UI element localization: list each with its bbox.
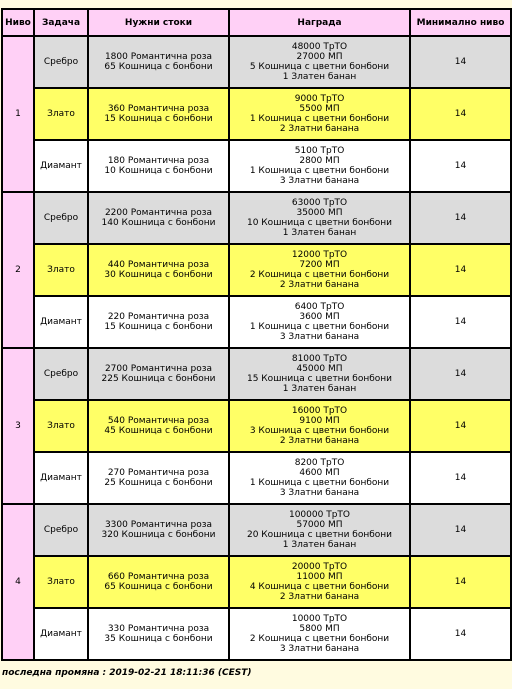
level-cell: 2	[2, 192, 34, 348]
reward-line: 20000 ТрТО	[291, 562, 348, 572]
goods-line: 180 Романтична роза	[107, 156, 210, 166]
goods-cell	[88, 400, 229, 452]
reward-line: 7200 МП	[299, 260, 340, 270]
reward-cell	[229, 556, 410, 608]
reward-cell	[229, 88, 410, 140]
reward-cell	[229, 348, 410, 400]
reward-line: 2 Златни банана	[279, 592, 360, 602]
reward-cell	[229, 400, 410, 452]
table-row	[2, 348, 511, 400]
reward-line: 3 Златни банана	[279, 488, 360, 498]
reward-line: 1 Златен банан	[282, 72, 357, 82]
min-level-cell: 14	[410, 452, 511, 504]
reward-line: 2 Златни банана	[279, 436, 360, 446]
level-cell: 3	[2, 348, 34, 504]
level-cell: 1	[2, 36, 34, 192]
reward-line: 2 Златни банана	[279, 124, 360, 134]
reward-line: 3 Златни банана	[279, 176, 360, 186]
reward-line: 6400 ТрТО	[294, 302, 345, 312]
table-row	[2, 88, 511, 140]
reward-line: 12000 ТрТО	[291, 250, 348, 260]
last-modified-note: последна промяна : 2019-02-21 18:11:36 (CEST)	[2, 668, 252, 678]
reward-line: 1 Златен банан	[282, 540, 357, 550]
reward-line: 1 Кошница с цветни бонбони	[249, 114, 390, 124]
task-cell: Злато	[34, 556, 88, 608]
task-cell: Злато	[34, 400, 88, 452]
goods-line: 440 Романтична роза	[107, 260, 210, 270]
goods-cell	[88, 244, 229, 296]
header-row	[2, 9, 511, 36]
reward-line: 2800 МП	[299, 156, 340, 166]
header-min-level: Минимално ниво	[410, 9, 511, 36]
reward-cell	[229, 296, 410, 348]
table-row	[2, 296, 511, 348]
goods-line: 25 Кошница с бонбони	[104, 478, 213, 488]
reward-cell	[229, 504, 410, 556]
reward-line: 11000 МП	[296, 572, 343, 582]
reward-line: 4 Кошница с цветни бонбони	[249, 582, 390, 592]
table-row	[2, 504, 511, 556]
reward-cell	[229, 36, 410, 88]
reward-line: 3600 МП	[299, 312, 340, 322]
min-level-cell: 14	[410, 244, 511, 296]
reward-line: 63000 ТрТО	[291, 198, 348, 208]
min-level-cell: 14	[410, 608, 511, 660]
reward-line: 2 Златни банана	[279, 280, 360, 290]
reward-line: 2 Кошница с цветни бонбони	[249, 270, 390, 280]
reward-line: 8200 ТрТО	[294, 458, 345, 468]
reward-line: 100000 ТрТО	[288, 510, 350, 520]
goods-line: 2700 Романтична роза	[104, 364, 213, 374]
goods-line: 540 Романтична роза	[107, 416, 210, 426]
reward-line: 20 Кошница с цветни бонбони	[246, 530, 393, 540]
goods-line: 330 Романтична роза	[107, 624, 210, 634]
goods-line: 15 Кошница с бонбони	[104, 114, 213, 124]
table-row	[2, 452, 511, 504]
reward-line: 16000 ТрТО	[291, 406, 348, 416]
goods-line: 1800 Романтична роза	[104, 52, 213, 62]
goods-line: 270 Романтична роза	[107, 468, 210, 478]
table-row	[2, 36, 511, 88]
goods-cell	[88, 296, 229, 348]
goods-line: 360 Романтична роза	[107, 104, 210, 114]
goods-line: 320 Кошница с бонбони	[101, 530, 216, 540]
goods-line: 45 Кошница с бонбони	[104, 426, 213, 436]
reward-line: 4600 МП	[299, 468, 340, 478]
reward-cell	[229, 192, 410, 244]
reward-line: 57000 МП	[296, 520, 343, 530]
min-level-cell: 14	[410, 88, 511, 140]
task-cell: Диамант	[34, 452, 88, 504]
goods-line: 2200 Романтична роза	[104, 208, 213, 218]
goods-line: 660 Романтична роза	[107, 572, 210, 582]
task-cell: Диамант	[34, 608, 88, 660]
reward-cell	[229, 452, 410, 504]
reward-line: 5100 ТрТО	[294, 146, 345, 156]
reward-line: 3 Кошница с цветни бонбони	[249, 426, 390, 436]
min-level-cell: 14	[410, 556, 511, 608]
table-row	[2, 244, 511, 296]
table-row	[2, 556, 511, 608]
reward-line: 1 Кошница с цветни бонбони	[249, 166, 390, 176]
reward-cell	[229, 608, 410, 660]
reward-line: 10 Кошница с цветни бонбони	[246, 218, 393, 228]
goods-cell	[88, 36, 229, 88]
reward-cell	[229, 140, 410, 192]
reward-line: 1 Златен банан	[282, 384, 357, 394]
reward-line: 3 Златни банана	[279, 644, 360, 654]
reward-line: 5500 МП	[299, 104, 340, 114]
goods-line: 15 Кошница с бонбони	[104, 322, 213, 332]
min-level-cell: 14	[410, 36, 511, 88]
reward-line: 45000 МП	[296, 364, 343, 374]
goods-line: 140 Кошница с бонбони	[101, 218, 216, 228]
task-cell: Злато	[34, 88, 88, 140]
min-level-cell: 14	[410, 192, 511, 244]
reward-line: 81000 ТрТО	[291, 354, 348, 364]
reward-line: 2 Кошница с цветни бонбони	[249, 634, 390, 644]
reward-line: 9000 ТрТО	[294, 94, 345, 104]
reward-line: 35000 МП	[296, 208, 343, 218]
table-row	[2, 608, 511, 660]
goods-cell	[88, 504, 229, 556]
goods-line: 3300 Романтична роза	[104, 520, 213, 530]
reward-line: 3 Златни банана	[279, 332, 360, 342]
goods-line: 35 Кошница с бонбони	[104, 634, 213, 644]
reward-line: 5800 МП	[299, 624, 340, 634]
goods-cell	[88, 88, 229, 140]
min-level-cell: 14	[410, 400, 511, 452]
table-row	[2, 400, 511, 452]
goods-cell	[88, 452, 229, 504]
min-level-cell: 14	[410, 348, 511, 400]
reward-line: 1 Кошница с цветни бонбони	[249, 478, 390, 488]
goods-line: 65 Кошница с бонбони	[104, 62, 213, 72]
min-level-cell: 14	[410, 140, 511, 192]
goods-cell	[88, 192, 229, 244]
min-level-cell: 14	[410, 296, 511, 348]
task-cell: Диамант	[34, 296, 88, 348]
reward-line: 15 Кошница с цветни бонбони	[246, 374, 393, 384]
reward-line: 1 Златен банан	[282, 228, 357, 238]
task-cell: Сребро	[34, 36, 88, 88]
reward-line: 9100 МП	[299, 416, 340, 426]
reward-line: 10000 ТрТО	[291, 614, 348, 624]
level-cell: 4	[2, 504, 34, 660]
goods-line: 30 Кошница с бонбони	[104, 270, 213, 280]
goods-line: 225 Кошница с бонбони	[101, 374, 216, 384]
goods-cell	[88, 140, 229, 192]
reward-cell	[229, 244, 410, 296]
goods-line: 220 Романтична роза	[107, 312, 210, 322]
task-cell: Сребро	[34, 192, 88, 244]
reward-line: 5 Кошница с цветни бонбони	[249, 62, 390, 72]
task-cell: Злато	[34, 244, 88, 296]
goods-line: 65 Кошница с бонбони	[104, 582, 213, 592]
table-row	[2, 192, 511, 244]
table-body	[2, 36, 511, 660]
header-reward: Награда	[229, 9, 410, 36]
min-level-cell: 14	[410, 504, 511, 556]
header-level: Ниво	[2, 9, 34, 36]
header-task: Задача	[34, 9, 88, 36]
reward-line: 1 Кошница с цветни бонбони	[249, 322, 390, 332]
quest-table	[1, 8, 512, 661]
task-cell: Сребро	[34, 504, 88, 556]
task-cell: Диамант	[34, 140, 88, 192]
reward-line: 48000 ТрТО	[291, 42, 348, 52]
goods-line: 10 Кошница с бонбони	[104, 166, 213, 176]
task-cell: Сребро	[34, 348, 88, 400]
header-goods: Нужни стоки	[88, 9, 229, 36]
table-row	[2, 140, 511, 192]
goods-cell	[88, 348, 229, 400]
goods-cell	[88, 556, 229, 608]
goods-cell	[88, 608, 229, 660]
reward-line: 27000 МП	[296, 52, 343, 62]
